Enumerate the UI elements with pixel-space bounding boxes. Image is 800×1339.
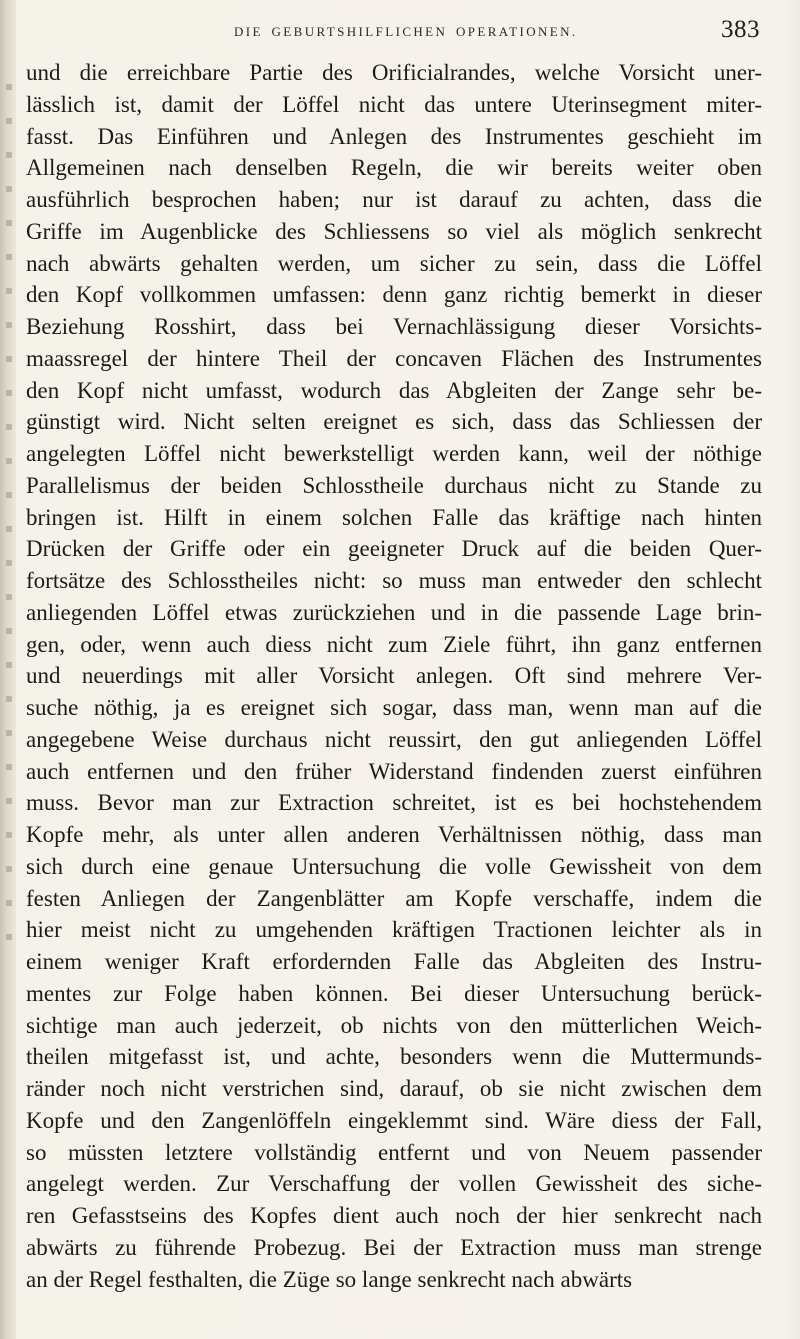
- text-line: fortsätze des Schlosstheiles nicht: so muss man entweder den schlecht: [26, 568, 762, 593]
- text-line: angelegten Löffel nicht bewerkstelligt werden kann, weil der nöthige: [26, 441, 762, 466]
- text-line: lässlich ist, damit der Löffel nicht das untere Uterinsegment miter-: [26, 91, 762, 117]
- text-line: den Kopf vollkommen umfassen: denn ganz richtig bemerkt in dieser: [26, 282, 762, 308]
- text-line: abwärts zu führende Probezug. Bei der Extraction muss man strenge: [26, 1234, 762, 1260]
- text-line: auch entfernen und den früher Widerstand findenden zuerst einführen: [26, 758, 762, 784]
- text-line: ränder noch nicht verstrichen sind, darauf, ob sie nicht zwischen dem: [26, 1076, 762, 1101]
- text-line: Griffe im Augenblicke des Schliessens so viel als möglich senkrecht: [26, 218, 762, 244]
- text-line: Allgemeinen nach denselben Regeln, die wir bereits weiter oben: [26, 155, 762, 181]
- page-number: 383: [721, 16, 760, 43]
- text-line: Drücken der Griffe oder ein geeigneter Druck auf die beiden Quer-: [26, 536, 762, 562]
- text-line: Kopfe und den Zangenlöffeln eingeklemmt sind. Wäre diess der Fall,: [26, 1107, 762, 1133]
- page-header: [0, 12, 800, 52]
- text-line: Kopfe mehr, als unter allen anderen Verhältnissen nöthig, dass man: [26, 822, 762, 847]
- text-line: suche nöthig, ja es ereignet sich sogar, dass man, wenn man auf die: [26, 695, 762, 720]
- text-line: angelegt werden. Zur Verschaffung der vollen Gewissheit des siche-: [26, 1171, 762, 1197]
- text-line: einem weniger Kraft erfordernden Falle das Abgleiten des Instru-: [26, 949, 762, 974]
- text-line: nach abwärts gehalten werden, um sicher zu sein, dass die Löffel: [26, 250, 762, 276]
- text-line: günstigt wird. Nicht selten ereignet es sich, dass das Schliessen der: [26, 409, 762, 435]
- body-text: [26, 57, 762, 1295]
- text-line: und die erreichbare Partie des Orificialrandes, welche Vorsicht uner-: [26, 60, 762, 85]
- text-line: sich durch eine genaue Untersuchung die volle Gewissheit von dem: [26, 853, 762, 879]
- text-line: bringen ist. Hilft in einem solchen Falle das kräftige nach hinten: [26, 504, 762, 530]
- text-line: gen, oder, wenn auch diess nicht zum Ziele führt, ihn ganz entfernen: [26, 631, 762, 657]
- text-line: Parallelismus der beiden Schlosstheile durchaus nicht zu Stande zu: [26, 472, 762, 498]
- text-line: an der Regel festhalten, die Züge so lange senkrecht nach abwärts: [26, 1266, 633, 1292]
- text-line: festen Anliegen der Zangenblätter am Kopfe verschaffe, indem die: [26, 885, 762, 911]
- text-line: mentes zur Folge haben können. Bei dieser Untersuchung berück-: [26, 980, 762, 1006]
- text-line: fasst. Das Einführen und Anlegen des Instrumentes geschieht im: [26, 123, 762, 149]
- text-line: hier meist nicht zu umgehenden kräftigen Tractionen leichter als in: [26, 917, 762, 943]
- text-line: maassregel der hintere Theil der concaven Flächen des Instrumentes: [26, 345, 762, 371]
- text-line: ren Gefasstseins des Kopfes dient auch noch der hier senkrecht nach: [26, 1203, 762, 1228]
- text-line: anliegenden Löffel etwas zurückziehen und in die passende Lage brin-: [26, 599, 762, 625]
- text-line: sichtige man auch jederzeit, ob nichts von den mütterlichen Weich-: [26, 1012, 762, 1038]
- text-line: den Kopf nicht umfasst, wodurch das Abgleiten der Zange sehr be-: [26, 377, 762, 403]
- text-line: und neuerdings mit aller Vorsicht anlegen. Oft sind mehrere Ver-: [26, 663, 762, 689]
- binding-marks: [6, 62, 12, 962]
- text-line: angegebene Weise durchaus nicht reussirt, den gut anliegenden Löffel: [26, 726, 762, 752]
- running-title: DIE GEBURTSHILFLICHEN OPERATIONEN.: [234, 24, 578, 39]
- text-line: Beziehung Rosshirt, dass bei Vernachlässigung dieser Vorsichts-: [26, 314, 762, 339]
- text-line: muss. Bevor man zur Extraction schreitet, ist es bei hochstehendem: [26, 790, 762, 816]
- text-line: ausführlich besprochen haben; nur ist darauf zu achten, dass die: [26, 187, 762, 212]
- text-line: theilen mitgefasst ist, und achte, besonders wenn die Muttermunds-: [26, 1044, 762, 1070]
- page-gutter-edge: [0, 0, 16, 1339]
- text-line: so müssten letztere vollständig entfernt und von Neuem passender: [26, 1139, 762, 1165]
